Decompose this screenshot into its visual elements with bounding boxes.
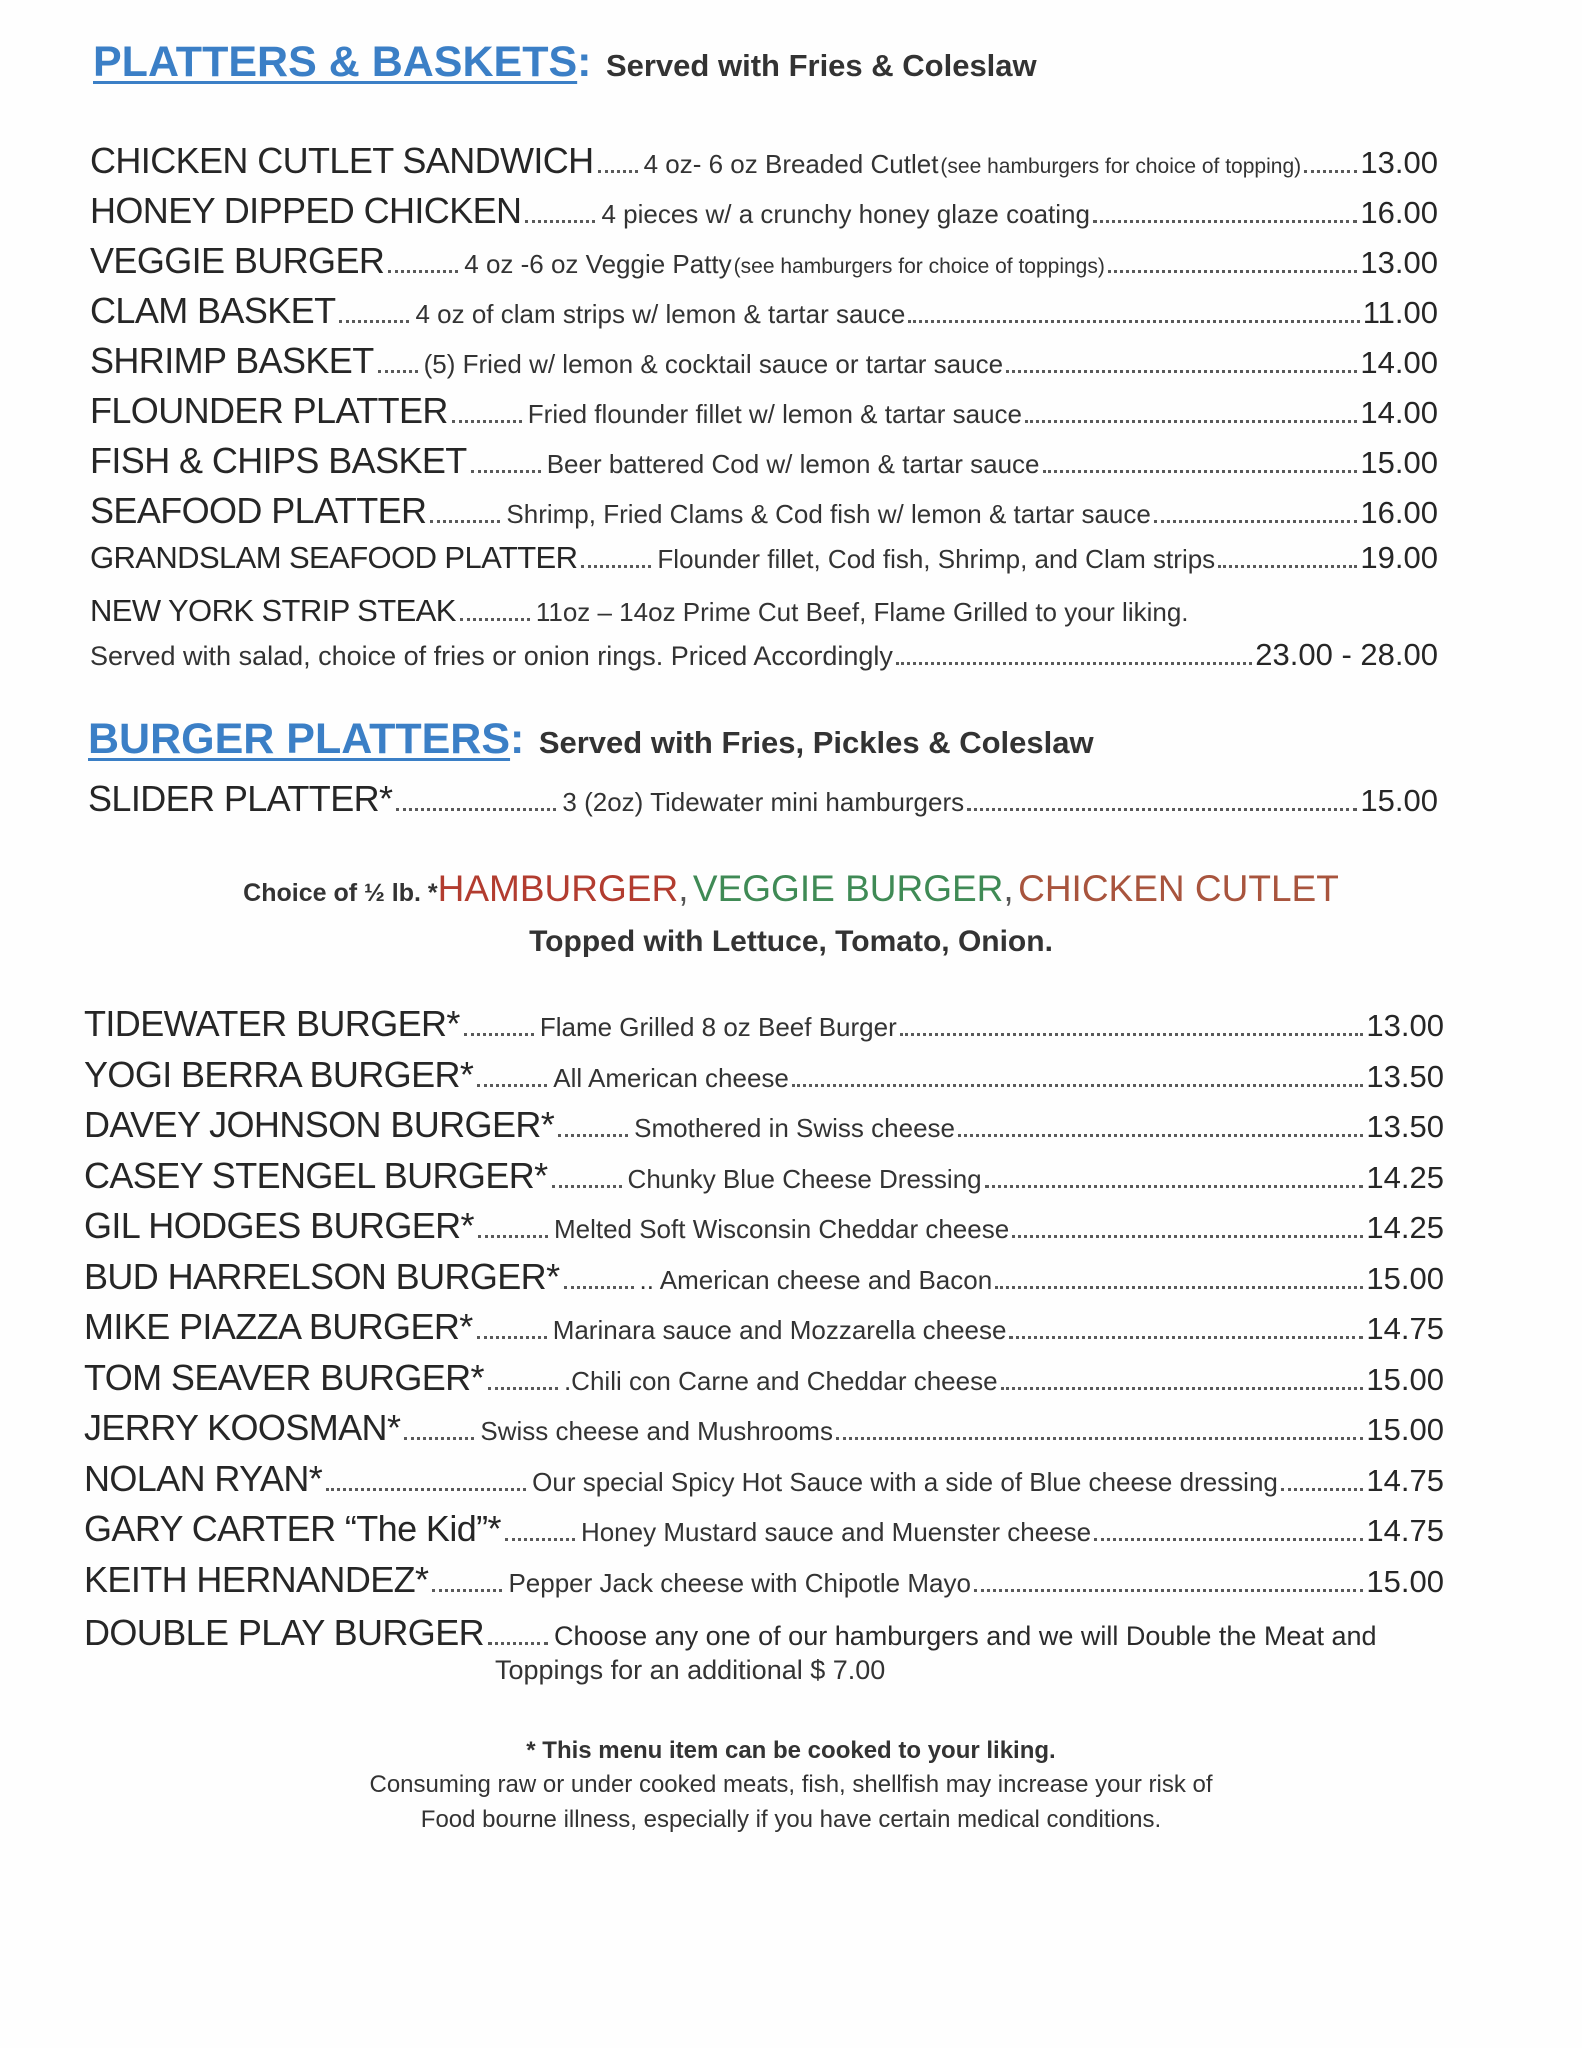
menu-item-name: DAVEY JOHNSON BURGER*	[84, 1104, 555, 1145]
burger-item-row	[84, 1054, 1444, 1100]
menu-item-desc: Honey Mustard sauce and Muenster cheese	[580, 1517, 1092, 1547]
menu-item-desc: Served with salad, choice of fries or onion rings. Priced Accordingly	[90, 641, 893, 671]
menu-item-name: GARY CARTER “The Kid”*	[84, 1508, 501, 1549]
steak-row-2	[88, 637, 1438, 683]
burger-item-row	[84, 1155, 1444, 1201]
choice-line	[0, 868, 1582, 910]
menu-item-row	[90, 440, 1438, 486]
menu-item-price: 14.25	[1366, 1160, 1444, 1195]
topped-line: Topped with Lettuce, Tomato, Onion.	[529, 925, 1053, 958]
menu-item-name: TOM SEAVER BURGER*	[84, 1357, 484, 1398]
menu-item-desc: Choose any one of our hamburgers and we will Double the Meat and	[554, 1621, 1377, 1651]
menu-item-price: 13.50	[1366, 1059, 1444, 1094]
menu-item-price: 15.00	[1366, 1362, 1444, 1397]
menu-item-price: 14.75	[1366, 1513, 1444, 1548]
burger-item-row	[84, 1205, 1444, 1251]
burger-item-row	[84, 1508, 1444, 1554]
menu-item-name: GRANDSLAM SEAFOOD PLATTER	[90, 540, 578, 575]
menu-item-name: SEAFOOD PLATTER	[90, 490, 427, 531]
choice-hamburger: HAMBURGER	[437, 868, 679, 909]
menu-item-desc: Fried flounder fillet w/ lemon & tartar sauce	[527, 399, 1023, 429]
menu-item-row	[90, 390, 1438, 436]
steak-row	[90, 593, 1438, 639]
menu-item-desc: Beer battered Cod w/ lemon & tartar sauce	[546, 449, 1040, 479]
menu-item-name: YOGI BERRA BURGER*	[84, 1054, 474, 1095]
burger-platters-title-colon: :	[510, 715, 525, 763]
menu-item-name: CLAM BASKET	[90, 290, 336, 331]
menu-item-name: FISH & CHIPS BASKET	[90, 440, 467, 481]
menu-item-price: 11.00	[1362, 295, 1438, 330]
menu-item-price: 16.00	[1360, 195, 1438, 230]
menu-item-desc: 3 (2oz) Tidewater mini hamburgers	[562, 787, 965, 817]
choice-separator: ,	[678, 868, 689, 909]
menu-item-desc: (5) Fried w/ lemon & cocktail sauce or tartar sauce	[423, 349, 1004, 379]
platters-subtitle: Served with Fries & Coleslaw	[605, 48, 1037, 83]
menu-item-desc: Our special Spicy Hot Sauce with a side of Blue cheese dressing	[532, 1467, 1278, 1497]
menu-item-desc: All American cheese	[553, 1063, 789, 1093]
menu-item-row	[90, 140, 1438, 186]
burger-item-row	[84, 1256, 1444, 1302]
menu-item-desc: Chunky Blue Cheese Dressing	[627, 1164, 982, 1194]
menu-item-desc: Flounder fillet, Cod fish, Shrimp, and Clam strips	[657, 544, 1216, 574]
menu-item-price: 14.75	[1366, 1463, 1444, 1498]
menu-item-row	[90, 540, 1438, 586]
double-play-desc-2: Toppings for an additional $ 7.00	[495, 1655, 886, 1685]
menu-item-desc: Pepper Jack cheese with Chipotle Mayo	[508, 1568, 971, 1598]
menu-item-price: 19.00	[1360, 540, 1438, 575]
choice-chicken-cutlet: CHICKEN CUTLET	[1018, 868, 1339, 909]
menu-item-name: CHICKEN CUTLET SANDWICH	[90, 140, 594, 181]
burger-item-row	[84, 1306, 1444, 1352]
menu-item-desc: Flame Grilled 8 oz Beef Burger	[539, 1012, 897, 1042]
menu-item-note: (see hamburgers for choice of topping)	[940, 155, 1302, 178]
menu-item-desc: 11oz – 14oz Prime Cut Beef, Flame Grilled to your liking.	[535, 597, 1189, 627]
menu-item-desc: Shrimp, Fried Clams & Cod fish w/ lemon & tartar sauce	[506, 499, 1151, 529]
menu-item-name: FLOUNDER PLATTER	[90, 390, 448, 431]
menu-item-name: SHRIMP BASKET	[90, 340, 374, 381]
menu-item-name: CASEY STENGEL BURGER*	[84, 1155, 548, 1196]
menu-item-price: 13.00	[1360, 145, 1438, 180]
menu-item-desc: Melted Soft Wisconsin Cheddar cheese	[553, 1214, 1010, 1244]
menu-item-price: 15.00	[1366, 1412, 1444, 1447]
burger-item-row	[84, 1458, 1444, 1504]
menu-item-price: 13.00	[1366, 1008, 1444, 1043]
menu-item-price: 13.00	[1360, 245, 1438, 280]
platters-title: PLATTERS & BASKETS	[93, 38, 578, 86]
footer-warning-1: Consuming raw or under cooked meats, fish, shellfish may increase your risk of	[369, 1771, 1213, 1798]
menu-item-name: SLIDER PLATTER*	[88, 778, 393, 819]
menu-item-row	[90, 290, 1438, 336]
platters-title-colon: :	[577, 38, 592, 86]
menu-item-name: DOUBLE PLAY BURGER	[84, 1612, 485, 1653]
menu-item-row	[90, 340, 1438, 386]
burger-item-row	[84, 1003, 1444, 1049]
menu-item-price: 23.00 - 28.00	[1255, 637, 1438, 672]
menu-item-name: NOLAN RYAN*	[84, 1458, 323, 1499]
menu-item-price: 14.00	[1360, 345, 1438, 380]
menu-item-name: MIKE PIAZZA BURGER*	[84, 1306, 473, 1347]
burger-platters-title: BURGER PLATTERS	[88, 715, 511, 763]
choice-veggie-burger: VEGGIE BURGER	[692, 868, 1004, 909]
burger-item-row	[84, 1407, 1444, 1453]
menu-item-name: JERRY KOOSMAN*	[84, 1407, 401, 1448]
menu-item-desc: Smothered in Swiss cheese	[634, 1113, 955, 1143]
choice-prefix: Choice of ½ lb. *	[243, 879, 438, 907]
footer-note: * This menu item can be cooked to your liking.	[526, 1737, 1056, 1764]
menu-item-row	[90, 190, 1438, 236]
menu-item-name: VEGGIE BURGER	[90, 240, 385, 281]
menu-item-price: 15.00	[1366, 1564, 1444, 1599]
menu-item-desc: .. American cheese and Bacon	[639, 1265, 993, 1295]
menu-item-name: GIL HODGES BURGER*	[84, 1205, 474, 1246]
burger-item-row	[84, 1357, 1444, 1403]
platters-header	[93, 38, 1037, 87]
menu-item-desc: 4 oz of clam strips w/ lemon & tartar sauce	[415, 299, 906, 329]
menu-item-row	[90, 240, 1438, 286]
menu-item-name: TIDEWATER BURGER*	[84, 1003, 460, 1044]
menu-item-desc: Marinara sauce and Mozzarella cheese	[552, 1315, 1007, 1345]
burger-platters-header	[88, 715, 1094, 764]
footer-warning-2: Food bourne illness, especially if you have certain medical conditions.	[420, 1806, 1162, 1833]
slider-row	[88, 778, 1438, 824]
menu-item-note: (see hamburgers for choice of toppings)	[733, 255, 1105, 278]
menu-item-price: 16.00	[1360, 495, 1438, 530]
menu-item-desc: Swiss cheese and Mushrooms	[480, 1416, 833, 1446]
menu-item-desc: 4 oz -6 oz Veggie Patty	[464, 249, 732, 279]
menu-item-desc: 4 oz- 6 oz Breaded Cutlet	[643, 149, 939, 179]
menu-item-price: 14.75	[1366, 1311, 1444, 1346]
menu-item-desc: 4 pieces w/ a crunchy honey glaze coating	[601, 199, 1090, 229]
burger-item-row	[84, 1104, 1444, 1150]
menu-item-price: 14.25	[1366, 1210, 1444, 1245]
menu-item-name: NEW YORK STRIP STEAK	[90, 593, 456, 628]
menu-item-price: 15.00	[1366, 1261, 1444, 1296]
choice-separator: ,	[1003, 868, 1014, 909]
menu-item-price: 13.50	[1366, 1109, 1444, 1144]
menu-item-desc: .Chili con Carne and Cheddar cheese	[563, 1366, 998, 1396]
menu-item-price: 15.00	[1360, 783, 1438, 818]
menu-item-row	[90, 490, 1438, 536]
double-play-row	[84, 1612, 1444, 1658]
menu-item-name: KEITH HERNANDEZ*	[84, 1559, 429, 1600]
menu-item-name: BUD HARRELSON BURGER*	[84, 1256, 560, 1297]
menu-item-price: 14.00	[1360, 395, 1438, 430]
burger-platters-subtitle: Served with Fries, Pickles & Coleslaw	[538, 725, 1094, 760]
burger-item-row	[84, 1559, 1444, 1605]
menu-item-name: HONEY DIPPED CHICKEN	[90, 190, 522, 231]
menu-item-price: 15.00	[1360, 445, 1438, 480]
